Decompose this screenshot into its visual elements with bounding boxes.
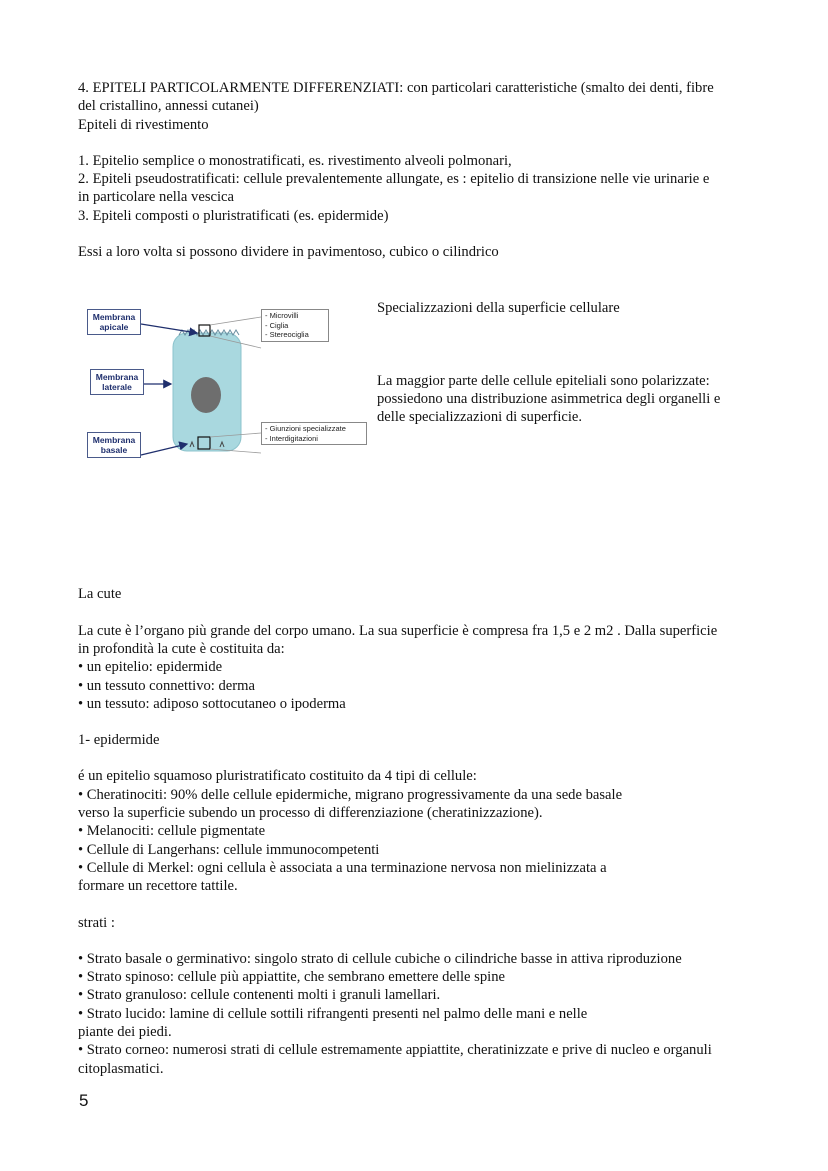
- label-membrana-laterale: Membrana laterale: [90, 369, 144, 395]
- intro-line-1: 4. EPITELI PARTICOLARMENTE DIFFERENZIATI: con particolari caratteristiche (smalto dei denti, fibre: [78, 80, 714, 96]
- note-apical-specializations: - Microvilli - Ciglia - Stereociglia: [261, 309, 329, 342]
- epidermide-line: • Cheratinociti: 90% delle cellule epidermiche, migrano progressivamente da una sede basale: [78, 786, 623, 803]
- epidermide-title: 1- epidermide: [78, 732, 160, 749]
- strati-line: • Strato lucido: lamine di cellule sottili rifrangenti presenti nel palmo delle mani e nelle: [78, 1005, 588, 1022]
- note-basal-specializations: - Giunzioni specializzate - Interdigitazioni: [261, 422, 367, 445]
- strati-title: strati :: [78, 914, 115, 931]
- strati-line: • Strato spinoso: cellule più appiattite, che sembrano emettere delle spine: [78, 969, 505, 986]
- rivestimento-line: 1. Epitelio semplice o monostratificati, es. rivestimento alveoli polmonari,: [78, 152, 512, 169]
- spec-text-block: [377, 299, 747, 426]
- strati-line: • Strato corneo: numerosi strati di cellule estremamente appiattite, cheratinizzate e prive di nucleo e organuli: [78, 1042, 712, 1059]
- epidermide-line: • Cellule di Langerhans: cellule immunocompetenti: [78, 841, 380, 858]
- cute-line: • un tessuto connettivo: derma: [78, 677, 255, 694]
- spec-line: possiedono una distribuzione asimmetrica degli organelli e: [377, 390, 721, 407]
- spec-line: delle specializzazioni di superficie.: [377, 409, 583, 426]
- epidermide-line: • Cellule di Merkel: ogni cellula è associata a una terminazione nervosa non mielinizzata a: [78, 859, 607, 876]
- epidermide-line: verso la superficie subendo un processo di differenziazione (cheratinizzazione).: [78, 805, 543, 822]
- intro-line-3: Epiteli di rivestimento: [78, 116, 209, 133]
- strati-line: • Strato granuloso: cellule contenenti molti i granuli lamellari.: [78, 987, 441, 1004]
- rivestimento-line: in particolare nella vescica: [78, 189, 234, 206]
- strati-line: piante dei piedi.: [78, 1024, 172, 1041]
- rivestimento-line: 3. Epiteli composti o pluristratificati (es. epidermide): [78, 207, 389, 224]
- epithelial-cell-diagram: [87, 295, 371, 460]
- label-membrana-apicale: Membrana apicale: [87, 309, 141, 335]
- cute-line: • un tessuto: adiposo sottocutaneo o ipoderma: [78, 695, 346, 712]
- cute-line: in profondità la cute è costituita da:: [78, 640, 285, 657]
- cute-line: • un epitelio: epidermide: [78, 659, 223, 676]
- strati-line: • Strato basale o germinativo: singolo strato di cellule cubiche o cilindriche basse in attiva riproduzione: [78, 950, 682, 967]
- cute-line: La cute è l’organo più grande del corpo umano. La sua superficie è compresa fra 1,5 e 2 m2 . Dalla superficie: [78, 622, 718, 639]
- spec-title: Specializzazioni della superficie cellulare: [377, 300, 620, 317]
- strati-line: citoplasmatici.: [78, 1060, 164, 1077]
- diagram-row: [78, 285, 758, 585]
- epidermide-line: • Melanociti: cellule pigmentate: [78, 823, 266, 840]
- dividere-paragraph: Essi a loro volta si possono dividere in pavimentoso, cubico o cilindrico: [78, 244, 499, 261]
- label-membrana-basale: Membrana basale: [87, 432, 141, 458]
- intro-line-2: del cristallino, annessi cutanei): [78, 98, 259, 115]
- spec-line: La maggior parte delle cellule epiteliali sono polarizzate:: [377, 372, 710, 389]
- epidermide-line: formare un recettore tattile.: [78, 878, 238, 895]
- cell-nucleus: [191, 377, 221, 413]
- rivestimento-line: 2. Epiteli pseudostratificati: cellule prevalentemente allungate, es : epitelio di transizione nelle vie urinarie e: [78, 171, 710, 188]
- cute-title: La cute: [78, 586, 122, 603]
- page-number: 5: [79, 1091, 89, 1110]
- page-content: [78, 79, 758, 1078]
- arrow-apicale: [141, 324, 197, 333]
- epidermide-line: é un epitelio squamoso pluristratificato costituito da 4 tipi di cellule:: [78, 768, 477, 785]
